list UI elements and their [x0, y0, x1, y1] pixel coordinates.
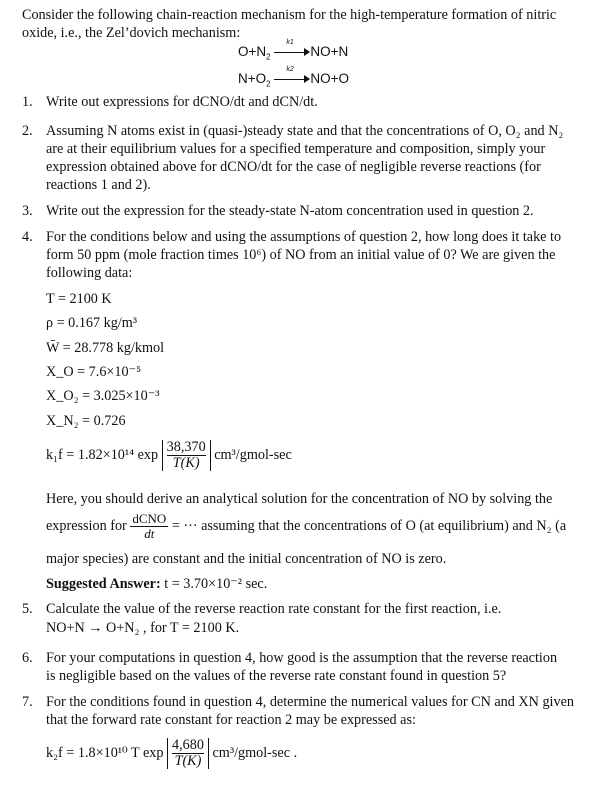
- given-XN2: X_N₂ = 0.726: [46, 413, 126, 429]
- reaction-2-lhs: N+O: [238, 71, 267, 86]
- reaction-2: $N+O_2$ k2 NO+O: [238, 66, 349, 89]
- k1f-equation: k₁f = 1.82×10¹⁴ exp $\frac{38,370}{T(K)}$ cm³/gmol-sec: [46, 439, 292, 471]
- derive-fraction: $\frac{\text{dCNO}}{dt}$: [132, 511, 167, 541]
- given-XO: X_O = 7.6×10⁻⁵: [46, 364, 142, 380]
- k2f-equation: k₂f = 1.8×10¹⁰ T exp $\frac{4,680}{T(K)}$ cm³/gmol-sec .: [46, 737, 298, 769]
- given-T: T = 2100 K: [46, 291, 112, 307]
- k2f-bracket: $\frac{4,680}{T(K)}$: [167, 738, 209, 769]
- question-1-text: Write out expressions for dCNO/dt and dCN/dt.: [46, 94, 318, 110]
- suggested-answer: Suggested Answer: t = 3.70×10⁻² sec.: [46, 576, 268, 592]
- derive-line-1: Here, you should derive an analytical solution for the concentration of NO by solving the: [46, 491, 553, 507]
- reaction-2-rhs: NO+O: [310, 71, 349, 86]
- reaction-arrow-icon: k1: [274, 47, 310, 57]
- intro-line-2: oxide, i.e., the Zel’dovich mechanism:: [22, 25, 241, 41]
- reaction-1-rhs: NO+N: [310, 44, 349, 59]
- derive-line-2: expression for $\frac{\text{dCNO}}{dt}$ = ··· assuming that the concentrations of O (at equilibrium) and N₂ (a: [46, 511, 567, 541]
- given-XO2: X_O₂ = 3.025×10⁻³: [46, 388, 160, 404]
- reaction-1: $O+N_2$ k1 NO+N: [238, 39, 349, 62]
- document-page: Consider the following chain-reaction mechanism for the high-temperature formation of nitric oxide, i.e., the Zel’dovich mechanism: $O+N_2$ k1 NO+N $N+O_2$ k2 NO+O 1. Write out expressions for dCNO/dt and dCN/dt. 2. Assuming N atoms exist in (quasi-)steady state and that the concentrations of O, O₂ and N₂ are at their equilibrium values for a specified temperature and composition, simply your expression obtained above for dCNO/dt for the case of negligible reverse reactions (for reactions 1 and 2). 3. Write out the expression for the steady-state N-atom concentration used in question 2. 4. For the conditions below and using the assumptions of question 2, how long does it take to form 50 ppm (mole fraction times 10⁶) of NO from an initial value of 0? We are given the following data: T = 2100 K ρ = 0.167 kg/m³ W̄ = 28.778 kg/kmol X_O = 7.6×10⁻⁵ X_O₂ = 3.025×10⁻³ X_N₂ = 0.726 k₁f = 1.82×10¹⁴ exp $\frac{38,370}{T(K)}$ cm³/gmol-sec Here, you should derive an analytical solution for the concentration of NO by solving the expression for $\frac{\text{dCNO}}{dt}$ = ··· assuming that the concentrations of O (at equilibrium) and N₂ (a major species) are constant and the initial concentration of NO is zero. Suggested Answer: t = 3.70×10⁻² sec. 5. Calculate the value of the reverse reaction rate constant for the first reaction, i.e. NO+N → O+N₂ , for T = 2100 K. 6. For your computations in question 4, how good is the assumption that the reverse reaction is negligible based on the values of the reverse rate constant found in question 5? 7. For the conditions found in question 4, determine the numerical values for CN and XN given that the forward rate constant for reaction 2 may be expressed as: k₂f = 1.8×10¹⁰ T exp $\frac{4,680}{T(K)}$ cm³/gmol-sec .: [0, 0, 615, 785]
- given-rho: ρ = 0.167 kg/m³: [46, 315, 138, 331]
- derive-line-3: major species) are constant and the initial concentration of NO is zero.: [46, 551, 447, 567]
- reaction-1-lhs: O+N: [238, 44, 267, 59]
- intro-line-1: Consider the following chain-reaction mechanism for the high-temperature formation of nitric: [22, 7, 557, 23]
- given-W: W̄ = 28.778 kg/kmol: [46, 340, 165, 356]
- k1f-bracket: $\frac{38,370}{T(K)}$: [162, 440, 211, 471]
- reaction-arrow-icon: k2: [274, 74, 310, 84]
